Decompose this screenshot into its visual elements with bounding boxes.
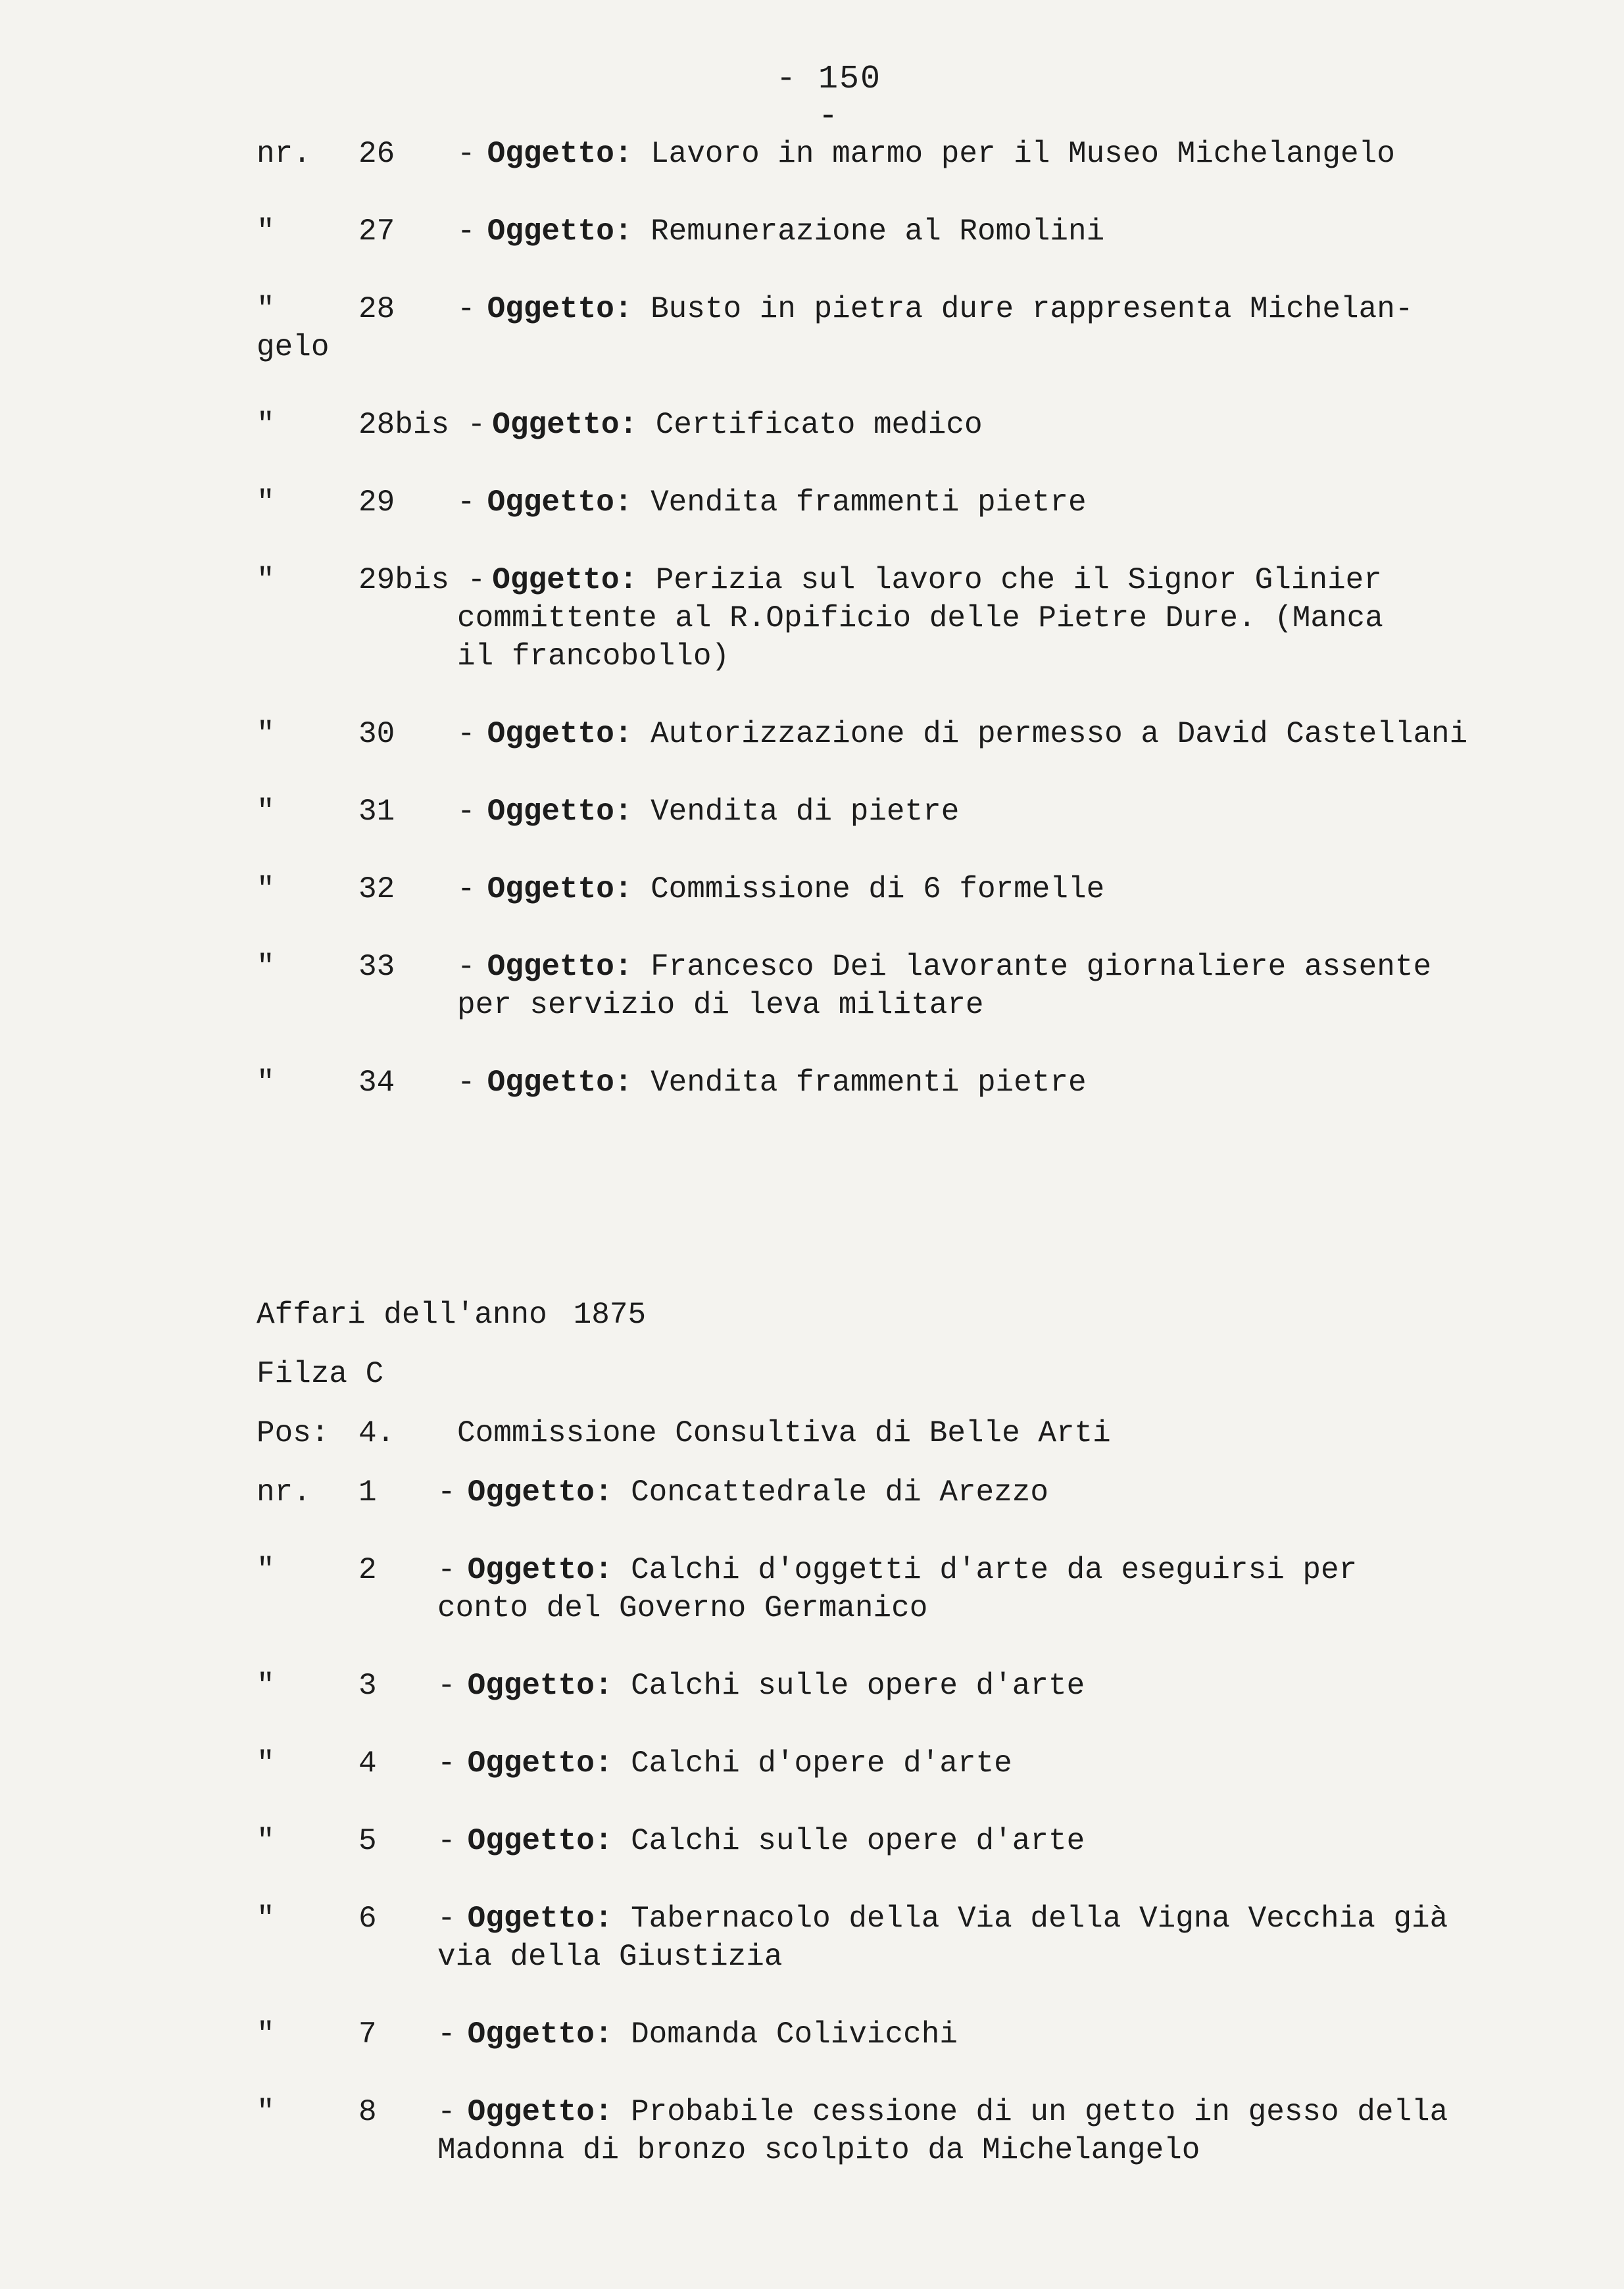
entry-body: - Oggetto: Lavoro in marmo per il Museo Michelangelo <box>457 137 1395 171</box>
entry-label: Oggetto: <box>487 717 633 751</box>
entry-text: Lavoro in marmo per il Museo Michelangelo <box>651 137 1395 171</box>
entry-label: Oggetto: <box>467 1669 613 1703</box>
entry-label: Oggetto: <box>467 1746 613 1781</box>
entry-prefix: " <box>257 2095 275 2129</box>
entry-text: Calchi d'oggetti d'arte da eseguirsi per <box>631 1553 1358 1587</box>
year-label: Affari dell'anno <box>257 1298 547 1332</box>
entry-text: Calchi d'opere d'arte <box>631 1746 1012 1781</box>
entry-label: Oggetto: <box>467 1553 613 1587</box>
entry-body: - Oggetto: Calchi d'opere d'arte <box>437 1746 1012 1781</box>
entry-label: Oggetto: <box>487 950 633 984</box>
entry-label: Oggetto: <box>467 1902 613 1936</box>
pos-number: 4. <box>358 1416 395 1450</box>
entry-number: 30 <box>358 717 395 751</box>
entry-text: Remunerazione al Romolini <box>651 214 1105 249</box>
section-filza: Filza C <box>257 1357 384 1391</box>
entry-text: Probabile cessione di un getto in gesso della <box>631 2095 1448 2129</box>
entry-prefix: " <box>257 1824 275 1858</box>
entry-text: Vendita frammenti pietre <box>651 1066 1087 1100</box>
entry-number: 32 <box>358 872 395 906</box>
entry-prefix: " <box>257 214 275 249</box>
entry-text: Certificato medico <box>655 408 983 442</box>
entry-number: 7 <box>358 2017 377 2052</box>
entry-text: Vendita di pietre <box>651 795 960 829</box>
entry-number: 2 <box>358 1553 377 1587</box>
entry-body: - Oggetto: Vendita di pietre <box>457 795 960 829</box>
pos-text: Commissione Consultiva di Belle Arti <box>457 1416 1111 1450</box>
entry-number: 8 <box>358 2095 377 2129</box>
entry-label: Oggetto: <box>487 872 633 906</box>
entry-number: 26 <box>358 137 395 171</box>
entry-label: Oggetto: <box>487 292 633 326</box>
entry-prefix: " <box>257 1066 275 1100</box>
entry-text: Commissione di 6 formelle <box>651 872 1105 906</box>
entry-label: Oggetto: <box>467 2095 613 2129</box>
entry-text: Calchi sulle opere d'arte <box>631 1824 1085 1858</box>
entry-number: 28 <box>358 292 395 326</box>
entry-prefix: " <box>257 292 275 326</box>
entry-label: Oggetto: <box>487 137 633 171</box>
entry-text-continued: via della Giustizia <box>437 1940 783 1974</box>
entry-body: - Oggetto: Calchi sulle opere d'arte <box>437 1824 1085 1858</box>
pos-label: Pos: <box>257 1416 330 1450</box>
entry-text: Domanda Colivicchi <box>631 2017 958 2052</box>
entry-label: Oggetto: <box>467 2017 613 2052</box>
entry-label: Oggetto: <box>467 1475 613 1510</box>
entry-label: Oggetto: <box>492 408 638 442</box>
entry-prefix: " <box>257 1553 275 1587</box>
entry-prefix: " <box>257 408 275 442</box>
entry-label: Oggetto: <box>487 485 633 520</box>
entry-text: Vendita frammenti pietre <box>651 485 1087 520</box>
entry-prefix: " <box>257 872 275 906</box>
entry-text: Calchi sulle opere d'arte <box>631 1669 1085 1703</box>
entry-body: - Oggetto: Commissione di 6 formelle <box>457 872 1105 906</box>
entry-prefix: " <box>257 2017 275 2052</box>
entry-prefix: nr. <box>257 137 311 171</box>
entry-text-continued: per servizio di leva militare <box>457 988 984 1022</box>
year-value: 1875 <box>573 1298 647 1332</box>
entry-body: - Oggetto: Autorizzazione di permesso a David Castellani <box>457 717 1468 751</box>
entry-prefix: " <box>257 1669 275 1703</box>
page-number: - 150 - <box>775 61 882 135</box>
entry-number: 1 <box>358 1475 377 1510</box>
entry-text: Francesco Dei lavorante giornaliere assente <box>651 950 1432 984</box>
entry-prefix: " <box>257 795 275 829</box>
entry-number: 27 <box>358 214 395 249</box>
entry-body: - Oggetto: Probabile cessione di un getto in gesso della <box>437 2095 1448 2129</box>
entry-prefix: " <box>257 485 275 520</box>
entry-number: 4 <box>358 1746 377 1781</box>
entry-text: Tabernacolo della Via della Vigna Vecchia già <box>631 1902 1448 1936</box>
entry-text: Autorizzazione di permesso a David Castellani <box>651 717 1468 751</box>
entry-text-continued: conto del Governo Germanico <box>437 1591 928 1625</box>
entry-number: 29bis - Oggetto: Perizia sul lavoro che il Signor Glinier <box>358 563 1382 597</box>
entry-number: 33 <box>358 950 395 984</box>
entry-number: 28bis - Oggetto: Certificato medico <box>358 408 983 442</box>
entry-text: Perizia sul lavoro che il Signor Glinier <box>655 563 1382 597</box>
entry-label: Oggetto: <box>467 1824 613 1858</box>
entry-body: - Oggetto: Calchi d'oggetti d'arte da eseguirsi per <box>437 1553 1358 1587</box>
entry-number-text: 28bis <box>358 408 450 442</box>
entry-number: 3 <box>358 1669 377 1703</box>
entry-number: 31 <box>358 795 395 829</box>
entry-number: 29 <box>358 485 395 520</box>
entry-text: Concattedrale di Arezzo <box>631 1475 1048 1510</box>
entry-prefix: " <box>257 717 275 751</box>
entry-body: - Oggetto: Remunerazione al Romolini <box>457 214 1105 249</box>
entry-prefix: " <box>257 1902 275 1936</box>
entry-body: - Oggetto: Calchi sulle opere d'arte <box>437 1669 1085 1703</box>
entry-prefix: " <box>257 950 275 984</box>
entry-label: Oggetto: <box>487 795 633 829</box>
entry-number-text: 29bis <box>358 563 450 597</box>
entry-body: - Oggetto: Tabernacolo della Via della Vigna Vecchia già <box>437 1902 1448 1936</box>
entry-label: Oggetto: <box>492 563 638 597</box>
entry-body: - Oggetto: Concattedrale di Arezzo <box>437 1475 1048 1510</box>
entry-prefix: nr. <box>257 1475 311 1510</box>
entry-prefix: " <box>257 563 275 597</box>
entry-body: - Oggetto: Busto in pietra dure rappresenta Michelan- <box>457 292 1414 326</box>
entry-label: Oggetto: <box>487 1066 633 1100</box>
entry-text-continued: committente al R.Opificio delle Pietre Dure. (Manca <box>457 601 1383 635</box>
entry-body: - Oggetto: Vendita frammenti pietre <box>457 1066 1087 1100</box>
entry-number: 5 <box>358 1824 377 1858</box>
entry-body: - Oggetto: Domanda Colivicchi <box>437 2017 958 2052</box>
entry-text-continued: Madonna di bronzo scolpito da Michelangelo <box>437 2133 1200 2167</box>
entry-label: Oggetto: <box>487 214 633 249</box>
entry-text-continued: gelo <box>257 330 330 364</box>
entry-body: - Oggetto: Francesco Dei lavorante giornaliere assente <box>457 950 1432 984</box>
entry-number: 6 <box>358 1902 377 1936</box>
entry-prefix: " <box>257 1746 275 1781</box>
entry-text-continued: il francobollo) <box>457 639 730 674</box>
entry-number: 34 <box>358 1066 395 1100</box>
entry-text: Busto in pietra dure rappresenta Michelan- <box>651 292 1414 326</box>
entry-body: - Oggetto: Vendita frammenti pietre <box>457 485 1087 520</box>
section-position <box>257 1414 1572 1452</box>
section-year <box>257 1296 646 1334</box>
